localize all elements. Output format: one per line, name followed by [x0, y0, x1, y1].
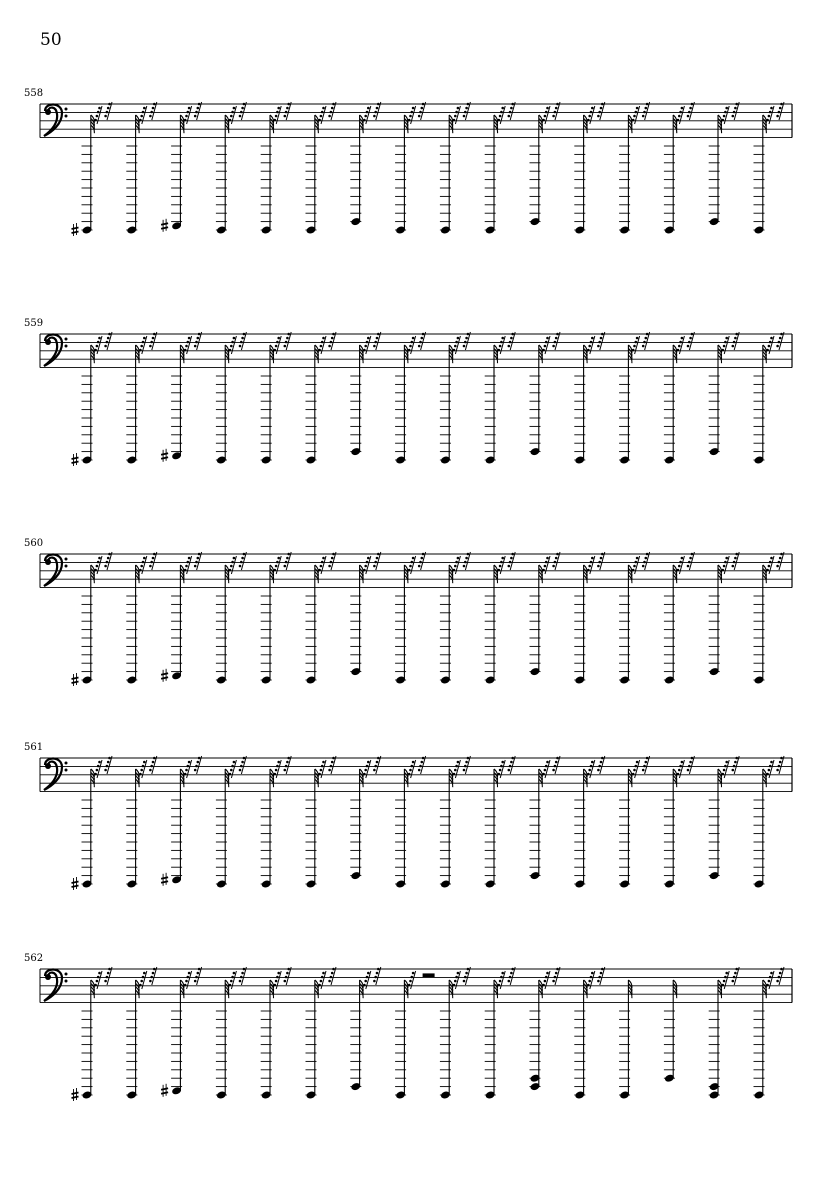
note — [709, 967, 740, 1100]
rest-icon — [508, 967, 516, 985]
rest-icon — [597, 967, 605, 985]
rest-icon — [677, 106, 685, 124]
rest-icon — [463, 332, 471, 350]
rest-icon — [587, 971, 595, 989]
rest-icon — [139, 336, 147, 354]
note — [440, 967, 471, 1100]
rest-icon — [229, 760, 237, 778]
rest-icon — [194, 756, 202, 774]
rest-icon — [184, 106, 192, 124]
note — [440, 332, 471, 465]
rest-icon — [139, 760, 147, 778]
rest-icon — [239, 332, 247, 350]
note — [440, 102, 471, 235]
note — [216, 756, 247, 889]
rest-icon — [632, 106, 640, 124]
rest-icon — [274, 760, 282, 778]
rest-icon — [318, 556, 326, 574]
note — [619, 980, 632, 1100]
rest-icon — [194, 332, 202, 350]
note — [126, 552, 157, 685]
rest-icon — [597, 756, 605, 774]
rest-icon — [552, 756, 560, 774]
rest-icon — [732, 967, 740, 985]
note — [216, 102, 247, 235]
rest-icon — [498, 336, 506, 354]
note — [261, 332, 292, 465]
note — [72, 756, 113, 890]
rest-icon — [328, 552, 336, 570]
note — [126, 332, 157, 465]
rest-icon — [94, 971, 102, 989]
note — [664, 102, 695, 235]
note — [574, 552, 605, 685]
rest-icon — [552, 552, 560, 570]
rest-icon — [542, 336, 550, 354]
bass-clef-icon — [44, 104, 68, 136]
rest-icon — [677, 556, 685, 574]
rest-icon — [642, 332, 650, 350]
page-number: 50 — [40, 30, 62, 50]
bass-clef-icon — [44, 334, 68, 366]
rest-icon — [766, 760, 774, 778]
measure-number: 561 — [24, 742, 44, 753]
rest-icon — [373, 552, 381, 570]
rest-icon — [552, 102, 560, 120]
note — [216, 552, 247, 685]
rest-icon — [453, 556, 461, 574]
rest-icon — [498, 556, 506, 574]
rest-icon — [722, 106, 730, 124]
rest-icon — [687, 102, 695, 120]
rest-icon — [284, 332, 292, 350]
note — [664, 756, 695, 889]
rest-icon — [229, 336, 237, 354]
staff-svg — [0, 88, 835, 298]
rest-icon — [722, 971, 730, 989]
rest-icon — [239, 552, 247, 570]
note — [261, 967, 292, 1100]
note — [485, 552, 516, 685]
note — [664, 332, 695, 465]
rest-icon — [94, 760, 102, 778]
note — [261, 102, 292, 235]
rest-icon — [776, 967, 784, 985]
rest-icon — [597, 102, 605, 120]
rest-icon — [194, 552, 202, 570]
rest-icon — [732, 756, 740, 774]
rest-icon — [104, 332, 112, 350]
note — [261, 552, 292, 685]
note — [395, 102, 426, 235]
rest-icon — [463, 552, 471, 570]
rest-icon — [94, 336, 102, 354]
rest-icon — [363, 971, 371, 989]
rest-icon — [229, 971, 237, 989]
rest-icon — [776, 756, 784, 774]
measure-number: 559 — [24, 318, 44, 329]
rest-icon — [149, 552, 157, 570]
rest-icon — [677, 760, 685, 778]
rest-icon — [104, 102, 112, 120]
rest-icon — [274, 336, 282, 354]
rest-icon — [632, 336, 640, 354]
note — [619, 332, 650, 465]
rest-icon — [229, 106, 237, 124]
rest-icon — [677, 336, 685, 354]
note — [574, 756, 605, 889]
rest-icon — [687, 332, 695, 350]
rest-icon — [274, 971, 282, 989]
rest-icon — [722, 336, 730, 354]
note — [754, 967, 785, 1100]
rest-icon — [552, 967, 560, 985]
rest-icon — [587, 106, 595, 124]
bass-clef-icon — [44, 969, 68, 1001]
rest-icon — [498, 760, 506, 778]
rest-icon — [453, 336, 461, 354]
bass-clef-icon — [44, 758, 68, 790]
rest-icon — [453, 760, 461, 778]
sharp-icon — [72, 673, 79, 686]
bass-clef-icon — [44, 554, 68, 586]
rest-icon — [184, 556, 192, 574]
rest-icon — [642, 756, 650, 774]
rest-icon — [284, 967, 292, 985]
rest-icon — [687, 552, 695, 570]
rest-icon — [463, 102, 471, 120]
rest-icon — [418, 332, 426, 350]
rest-icon — [587, 556, 595, 574]
note — [306, 967, 337, 1100]
sharp-icon — [72, 453, 79, 466]
half-rest-icon — [423, 973, 435, 977]
note — [126, 967, 157, 1100]
note — [72, 967, 113, 1101]
note — [72, 332, 113, 466]
note — [395, 971, 435, 1100]
rest-icon — [776, 332, 784, 350]
rest-icon — [498, 971, 506, 989]
rest-icon — [408, 556, 416, 574]
rest-icon — [229, 556, 237, 574]
rest-icon — [239, 967, 247, 985]
note — [395, 332, 426, 465]
staff-svg — [0, 538, 835, 748]
rest-icon — [542, 106, 550, 124]
note — [395, 756, 426, 889]
rest-icon — [363, 556, 371, 574]
sharp-icon — [72, 1088, 79, 1101]
rest-icon — [508, 332, 516, 350]
note — [126, 102, 157, 235]
staff-svg — [0, 318, 835, 528]
note — [216, 332, 247, 465]
rest-icon — [149, 332, 157, 350]
rest-icon — [642, 552, 650, 570]
note — [664, 552, 695, 685]
sharp-icon — [161, 873, 168, 886]
note — [306, 332, 337, 465]
rest-icon — [776, 102, 784, 120]
note — [72, 102, 113, 236]
staff-svg — [0, 953, 835, 1163]
note — [161, 967, 202, 1097]
rest-icon — [453, 971, 461, 989]
rest-icon — [418, 552, 426, 570]
sharp-icon — [161, 449, 168, 462]
rest-icon — [508, 756, 516, 774]
rest-icon — [194, 967, 202, 985]
note — [440, 756, 471, 889]
note — [261, 756, 292, 889]
rest-icon — [184, 760, 192, 778]
measure-number: 562 — [24, 953, 44, 964]
rest-icon — [239, 102, 247, 120]
rest-icon — [363, 760, 371, 778]
note — [216, 967, 247, 1100]
rest-icon — [328, 332, 336, 350]
note — [619, 102, 650, 235]
note — [574, 102, 605, 235]
rest-icon — [373, 332, 381, 350]
rest-icon — [766, 971, 774, 989]
rest-icon — [318, 971, 326, 989]
sharp-icon — [72, 223, 79, 236]
note — [754, 552, 785, 685]
rest-icon — [239, 756, 247, 774]
rest-icon — [408, 971, 416, 989]
note — [72, 552, 113, 686]
rest-icon — [732, 102, 740, 120]
rest-icon — [104, 756, 112, 774]
rest-icon — [149, 102, 157, 120]
rest-icon — [139, 106, 147, 124]
rest-icon — [732, 552, 740, 570]
rest-icon — [363, 106, 371, 124]
note — [306, 552, 337, 685]
rest-icon — [722, 760, 730, 778]
rest-icon — [542, 971, 550, 989]
rest-icon — [373, 967, 381, 985]
rest-icon — [184, 336, 192, 354]
rest-icon — [328, 102, 336, 120]
rest-icon — [284, 756, 292, 774]
rest-icon — [766, 556, 774, 574]
rest-icon — [498, 106, 506, 124]
note — [754, 102, 785, 235]
rest-icon — [104, 967, 112, 985]
rest-icon — [597, 332, 605, 350]
rest-icon — [687, 756, 695, 774]
measure-number: 560 — [24, 538, 44, 549]
rest-icon — [284, 552, 292, 570]
rest-icon — [104, 552, 112, 570]
rest-icon — [139, 556, 147, 574]
note — [161, 102, 202, 232]
rest-icon — [149, 756, 157, 774]
rest-icon — [274, 106, 282, 124]
sharp-icon — [72, 877, 79, 890]
rest-icon — [149, 967, 157, 985]
note — [161, 332, 202, 462]
note — [306, 756, 337, 889]
rest-icon — [408, 336, 416, 354]
rest-icon — [766, 336, 774, 354]
note — [395, 552, 426, 685]
rest-icon — [318, 106, 326, 124]
measure-number: 558 — [24, 88, 44, 99]
note — [574, 332, 605, 465]
rest-icon — [318, 760, 326, 778]
sharp-icon — [161, 669, 168, 682]
rest-icon — [508, 552, 516, 570]
rest-icon — [373, 756, 381, 774]
rest-icon — [542, 760, 550, 778]
rest-icon — [463, 756, 471, 774]
note — [485, 102, 516, 235]
rest-icon — [328, 967, 336, 985]
rest-icon — [94, 556, 102, 574]
rest-icon — [274, 556, 282, 574]
note — [161, 552, 202, 682]
rest-icon — [139, 971, 147, 989]
rest-icon — [373, 102, 381, 120]
note — [485, 967, 516, 1100]
rest-icon — [328, 756, 336, 774]
rest-icon — [722, 556, 730, 574]
rest-icon — [194, 102, 202, 120]
rest-icon — [597, 552, 605, 570]
sharp-icon — [161, 219, 168, 232]
rest-icon — [184, 971, 192, 989]
note — [485, 332, 516, 465]
rest-icon — [632, 760, 640, 778]
note — [126, 756, 157, 889]
sharp-icon — [161, 1084, 168, 1097]
rest-icon — [766, 106, 774, 124]
rest-icon — [463, 967, 471, 985]
note — [574, 967, 605, 1100]
rest-icon — [408, 106, 416, 124]
note — [485, 756, 516, 889]
rest-icon — [318, 336, 326, 354]
rest-icon — [418, 756, 426, 774]
rest-icon — [363, 336, 371, 354]
rest-icon — [542, 556, 550, 574]
note — [754, 332, 785, 465]
rest-icon — [632, 556, 640, 574]
staff-svg — [0, 742, 835, 952]
rest-icon — [776, 552, 784, 570]
rest-icon — [418, 102, 426, 120]
rest-icon — [732, 332, 740, 350]
note — [664, 980, 677, 1083]
rest-icon — [453, 106, 461, 124]
rest-icon — [94, 106, 102, 124]
rest-icon — [408, 760, 416, 778]
rest-icon — [284, 102, 292, 120]
rest-icon — [508, 102, 516, 120]
note — [440, 552, 471, 685]
note — [619, 756, 650, 889]
rest-icon — [587, 336, 595, 354]
note — [754, 756, 785, 889]
rest-icon — [552, 332, 560, 350]
note — [619, 552, 650, 685]
note — [161, 756, 202, 886]
note — [306, 102, 337, 235]
rest-icon — [587, 760, 595, 778]
rest-icon — [642, 102, 650, 120]
